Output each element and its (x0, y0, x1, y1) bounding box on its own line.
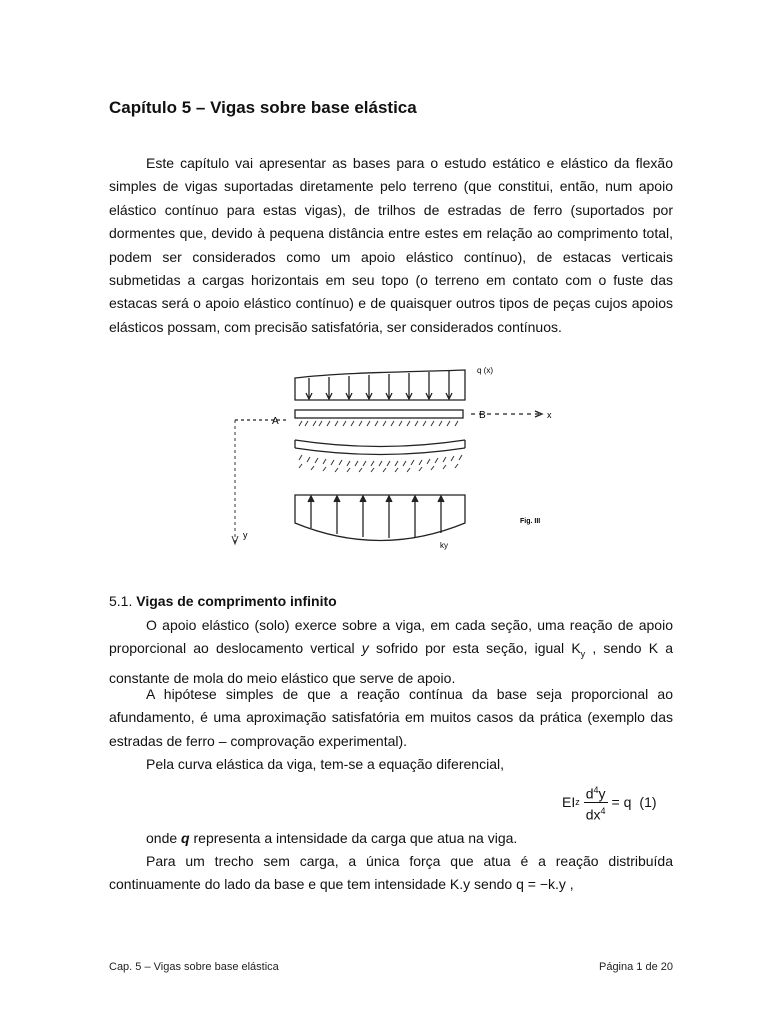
y-axis-label: y (243, 530, 248, 540)
eq-lhs-sub: z (575, 797, 580, 807)
paragraph-elastic-curve: Pela curva elástica da viga, tem-se a equação diferencial, (146, 756, 504, 772)
para5-text-a: Para um trecho sem carga, a única força que atua é a reação distribuída continuamente do lado da base e que tem intensidade (109, 853, 673, 893)
deflected-beam (295, 440, 465, 455)
para1-sub-y: y (580, 649, 586, 660)
para4-q: q (181, 830, 190, 846)
paragraph-reaction (109, 614, 673, 690)
soil-hatch-bottom (299, 455, 462, 472)
eq-den-sup: 4 (600, 805, 606, 816)
chapter-title: Capítulo 5 – Vigas sobre base elástica (109, 98, 417, 117)
para5-text-b: sendo (470, 876, 517, 893)
para5-ky: K.y (449, 876, 471, 893)
reaction-diagram (295, 495, 465, 541)
section-heading (109, 593, 337, 609)
straight-beam (235, 410, 542, 420)
section-title: Vigas de comprimento infinito (136, 593, 337, 609)
paragraph-q-definition (109, 827, 673, 850)
y-axis (232, 420, 238, 544)
footer-page-number: Página 1 de 20 (598, 961, 673, 973)
point-a-label: A (272, 416, 279, 427)
eq-lhs: EI (562, 794, 576, 810)
para1-var-y: y (361, 640, 369, 657)
ky-label: ky (440, 541, 448, 550)
footer-chapter: Cap. 5 – Vigas sobre base elástica (109, 961, 279, 973)
x-axis-label: x (547, 410, 552, 420)
eq-num: d (585, 785, 594, 802)
section-number: 5.1. (109, 593, 133, 609)
differential-equation (562, 782, 657, 822)
load-label: q (x) (477, 366, 493, 375)
eq-num-sup: 4 (593, 784, 599, 795)
para4-text-a: onde (146, 830, 182, 846)
para4-text-b: representa a intensidade da carga que atua na viga. (189, 830, 518, 846)
intro-paragraph: Este capítulo vai apresentar as bases para o estudo estático e elástico da flexão simples de vigas suportadas diretamente pelo terreno (que constitui, então, num apoio elástico contínuo para estas vigas), de trilhos de estradas de ferro (suportados por dormentes que, devido à pequena distância entre estes em relação ao comprimento total, podem ser considerados como um apoio elástico contínuo), de estacas verticais submetidas a cargas horizontais em seu topo (o terreno em contato com o fuste das estacas será o apoio elástico contínuo) e de quaisquer outros tipos de peças cujos apoios elásticos possam, com precisão satisfatória, ser considerados contínuos. (109, 155, 673, 335)
para5-eq: q = −k.y , (516, 876, 574, 893)
paragraph-hypothesis: A hipótese simples de que a reação contínua da base seja proporcional ao afundamento, é uma aproximação satisfatória em muitos casos da prática (exemplo das estradas de ferro – comprovação experimental). (109, 686, 673, 749)
eq-den: dx (585, 806, 601, 823)
eq-tag: (1) (639, 794, 657, 810)
eq-rhs: = q (611, 794, 632, 810)
para1-text-b: sofrido por esta seção, igual K (368, 640, 581, 657)
eq-num-var: y (598, 785, 606, 802)
para1-text-c: , sendo K a constante de mola do meio elástico que serve de apoio. (109, 640, 673, 686)
eq-fraction (584, 782, 608, 822)
beam-diagram (215, 358, 555, 553)
distributed-load (295, 370, 465, 400)
point-b-label: B (479, 410, 486, 421)
beam-figure (215, 358, 555, 553)
figure-caption: Fig. III (520, 518, 541, 525)
soil-hatch-top (299, 421, 458, 426)
para1-text-a: O apoio elástico (solo) exerce sobre a viga, em cada seção, uma reação de apoio proporcional ao deslocamento vertical (109, 617, 673, 657)
paragraph-unloaded-segment (109, 850, 673, 897)
